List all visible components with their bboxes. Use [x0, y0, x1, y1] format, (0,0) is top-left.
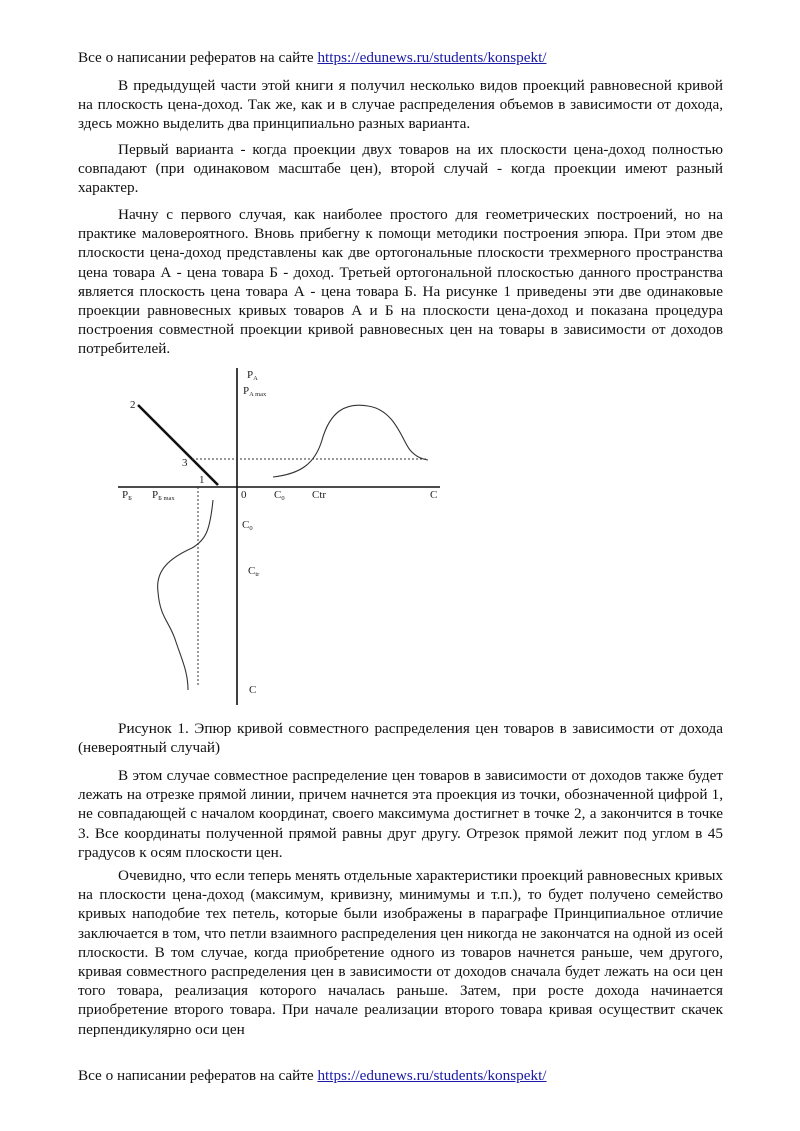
- footer-link[interactable]: https://edunews.ru/students/konspekt/: [317, 1067, 547, 1084]
- paragraph-3: Начну с первого случая, как наиболее простого для геометрических построений, но на практике маловероятного. Вновь прибегну к помощи методики построения эпюра. При этом две плоскости цена-доход представлены как две ортогональные плоскости трехмерного пространства цена товара А - цена товара Б - доход. Третьей ортогональной плоскостью данного пространства является плоскость цена товара А - цена товара Б. На рисунке 1 приведены эти две одинаковые проекции равновесных кривых товаров А и Б на плоскости цена-доход и показана процедура построения совместной проекции кривой равновесных цен на товары в зависимости от доходов потребителей.: [78, 206, 723, 358]
- label-ctr-vertical: Ctr: [248, 565, 260, 578]
- label-pa: PA: [247, 369, 258, 382]
- label-point-3: 3: [182, 457, 188, 469]
- equilibrium-curve-a: [273, 405, 428, 477]
- epure-diagram: [110, 360, 450, 710]
- figure-epure-diagram: [110, 360, 450, 710]
- paragraph-6: Очевидно, что если теперь менять отдельные характеристики проекций равновесных кривых на плоскости цена-доход (максимум, кривизну, минимумы и т.п.), то будет получено семейство кривых наподобие тех петель, которые были изображены в параграфе Принципиальное отличие заключается в том, что петли взаимного распределения цен никогда не закончатся на одной из осей плоскости. В том случае, когда приобретение одного из товаров начнется раньше, чем другого, кривая совместного распределения цен в зависимости от доходов сначала будет лежать на оси цен того товара, реализация которого началась раньше. Затем, при росте дохода начинается приобретение второго товара. При начале реализации второго товара кривая осуществит скачек перпендикулярно оси цен: [78, 867, 723, 1038]
- page-footer: [78, 1066, 547, 1085]
- header-text: Все о написании рефератов на сайте: [78, 49, 318, 66]
- footer-text: Все о написании рефератов на сайте: [78, 1067, 318, 1084]
- joint-price-line: [138, 405, 218, 485]
- page-header: [78, 48, 547, 67]
- label-c-right: C: [430, 489, 438, 501]
- label-c0: C0: [274, 489, 285, 502]
- label-origin: 0: [241, 489, 247, 501]
- paragraph-5: В этом случае совместное распределение цен товаров в зависимости от доходов также будет лежать на отрезке прямой линии, причем начнется эта проекция из точки, обозначенной цифрой 1, не совпадающей с началом координат, своего максимума достигнет в точке 2, а закончится в точке 3. Все координаты полученной прямой равны друг другу. Отрезок прямой лежит под углом в 45 градусов к осям плоскости цен.: [78, 767, 723, 861]
- label-point-2: 2: [130, 399, 136, 411]
- label-pa-max: PA max: [243, 385, 267, 398]
- paragraph-1: В предыдущей части этой книги я получил несколько видов проекций равновесной кривой на плоскость цена-доход. Так же, как и в случае распределения объемов в зависимости от дохода, здесь можно выделить два принципиально разных варианта.: [78, 77, 723, 133]
- header-link[interactable]: https://edunews.ru/students/konspekt/: [317, 49, 547, 66]
- label-pb-max: PБ max: [152, 489, 175, 502]
- figure-caption: Рисунок 1. Эпюр кривой совместного распределения цен товаров в зависимости от дохода (невероятный случай): [78, 720, 723, 757]
- label-c0-vertical: C0: [242, 519, 253, 532]
- equilibrium-curve-b: [158, 500, 213, 690]
- paragraph-2: Первый варианта - когда проекции двух товаров на их плоскости цена-доход полностью совпадают (при одинаковом масштабе цен), второй случай - когда проекции имеют разный характер.: [78, 141, 723, 197]
- label-c-bottom: C: [249, 684, 257, 696]
- label-pb: PБ: [122, 489, 132, 502]
- label-ctr: Ctr: [312, 489, 327, 501]
- label-point-1: 1: [199, 474, 205, 486]
